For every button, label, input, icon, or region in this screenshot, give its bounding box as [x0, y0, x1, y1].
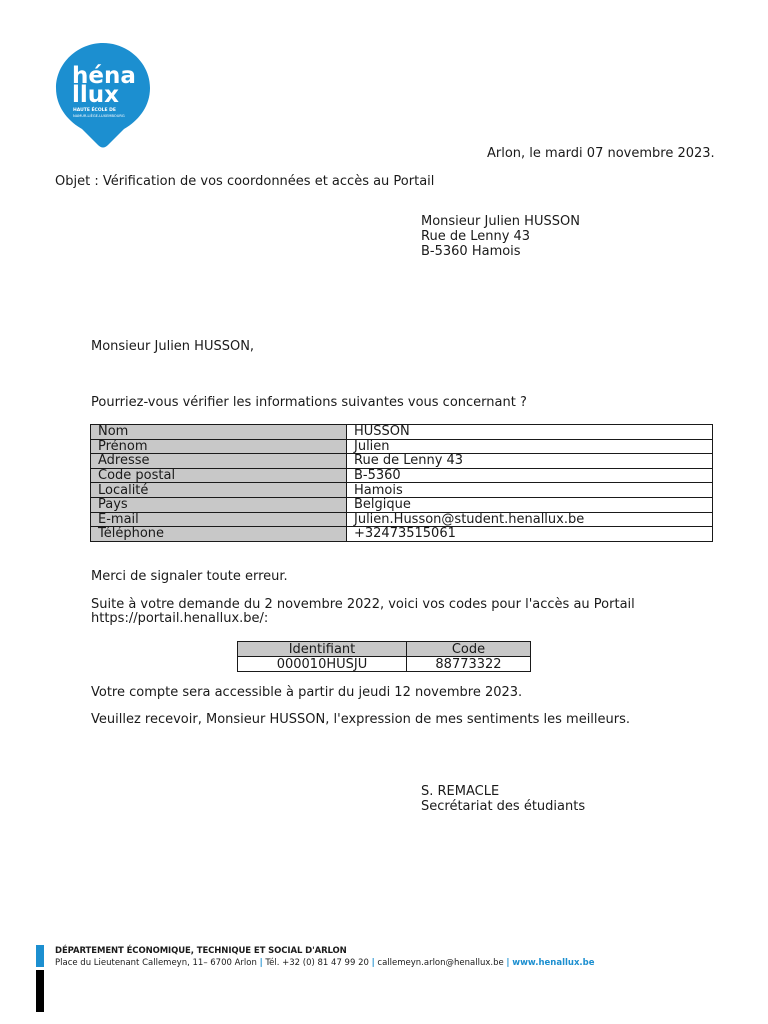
info-label: Pays: [91, 497, 347, 512]
info-label: Adresse: [91, 454, 347, 469]
recipient-address: [421, 214, 580, 259]
footer-department: DÉPARTEMENT ÉCONOMIQUE, TECHNIQUE ET SOCIAL D'ARLON: [55, 946, 347, 956]
recipient-street: Rue de Lenny 43: [421, 229, 531, 244]
code-value: 88773322: [406, 657, 530, 672]
footer-phone: Tél. +32 (0) 81 47 99 20: [265, 958, 369, 968]
error-notice: Merci de signaler toute erreur.: [91, 569, 288, 584]
info-value: +32473515061: [347, 527, 713, 542]
info-label: Prénom: [91, 439, 347, 454]
footer-separator: |: [371, 958, 375, 968]
table-row: [91, 425, 713, 440]
info-value: Hamois: [347, 483, 713, 498]
info-label: Localité: [91, 483, 347, 498]
info-value: Belgique: [347, 497, 713, 512]
info-label: Téléphone: [91, 527, 347, 542]
table-row: [91, 468, 713, 483]
logo-tagline-1: HAUTE ÉCOLE DE: [73, 108, 116, 113]
info-table: [90, 424, 713, 542]
logo-tagline-2: NAMUR-LIÈGE-LUXEMBOURG: [73, 114, 125, 118]
letter-date: Arlon, le mardi 07 novembre 2023.: [487, 146, 715, 161]
table-row: [91, 512, 713, 527]
footer-contact: [55, 958, 595, 968]
footer-separator: |: [506, 958, 510, 968]
footer-website-link[interactable]: www.henallux.be: [512, 958, 595, 968]
info-label: E-mail: [91, 512, 347, 527]
table-row: [91, 497, 713, 512]
closing-formula: Veuillez recevoir, Monsieur HUSSON, l'expression de mes sentiments les meilleurs.: [91, 712, 631, 727]
logo-text-2: llux: [72, 82, 119, 108]
salutation: Monsieur Julien HUSSON,: [91, 339, 255, 354]
footer-accent-bar: [36, 945, 44, 967]
info-value: Julien: [347, 439, 713, 454]
footer-black-bar: [36, 970, 44, 1012]
footer-email[interactable]: callemeyn.arlon@henallux.be: [377, 958, 504, 968]
credentials-table: [237, 641, 531, 672]
logo-text-1: héna: [72, 63, 136, 89]
signature-name: S. REMACLE: [421, 784, 500, 799]
table-row: [91, 483, 713, 498]
intro-text: Pourriez-vous vérifier les informations suivantes vous concernant ?: [91, 395, 527, 410]
portal-access-line: Suite à votre demande du 2 novembre 2022, voici vos codes pour l'accès au Portail: [91, 597, 635, 612]
portal-url: https://portail.henallux.be/:: [91, 611, 269, 626]
portal-access-text: [91, 598, 635, 626]
header-code: Code: [406, 642, 530, 657]
signature-block: [421, 784, 585, 814]
info-label: Code postal: [91, 468, 347, 483]
info-value: Julien.Husson@student.henallux.be: [347, 512, 713, 527]
table-header-row: [238, 642, 531, 657]
info-label: Nom: [91, 425, 347, 440]
henallux-logo: [54, 41, 152, 149]
table-row: [91, 439, 713, 454]
info-value: B-5360: [347, 468, 713, 483]
recipient-city: B-5360 Hamois: [421, 244, 521, 259]
info-value: HUSSON: [347, 425, 713, 440]
signature-role: Secrétariat des étudiants: [421, 799, 586, 814]
footer-address: Place du Lieutenant Callemeyn, 11– 6700 Arlon: [55, 958, 257, 968]
table-row: [91, 454, 713, 469]
account-availability: Votre compte sera accessible à partir du jeudi 12 novembre 2023.: [91, 685, 523, 700]
recipient-name: Monsieur Julien HUSSON: [421, 214, 580, 229]
identifiant-value: 000010HUSJU: [238, 657, 407, 672]
table-row: [238, 657, 531, 672]
letter-subject: Objet : Vérification de vos coordonnées et accès au Portail: [55, 174, 435, 189]
info-value: Rue de Lenny 43: [347, 454, 713, 469]
footer-separator: |: [259, 958, 263, 968]
header-identifiant: Identifiant: [238, 642, 407, 657]
table-row: [91, 527, 713, 542]
